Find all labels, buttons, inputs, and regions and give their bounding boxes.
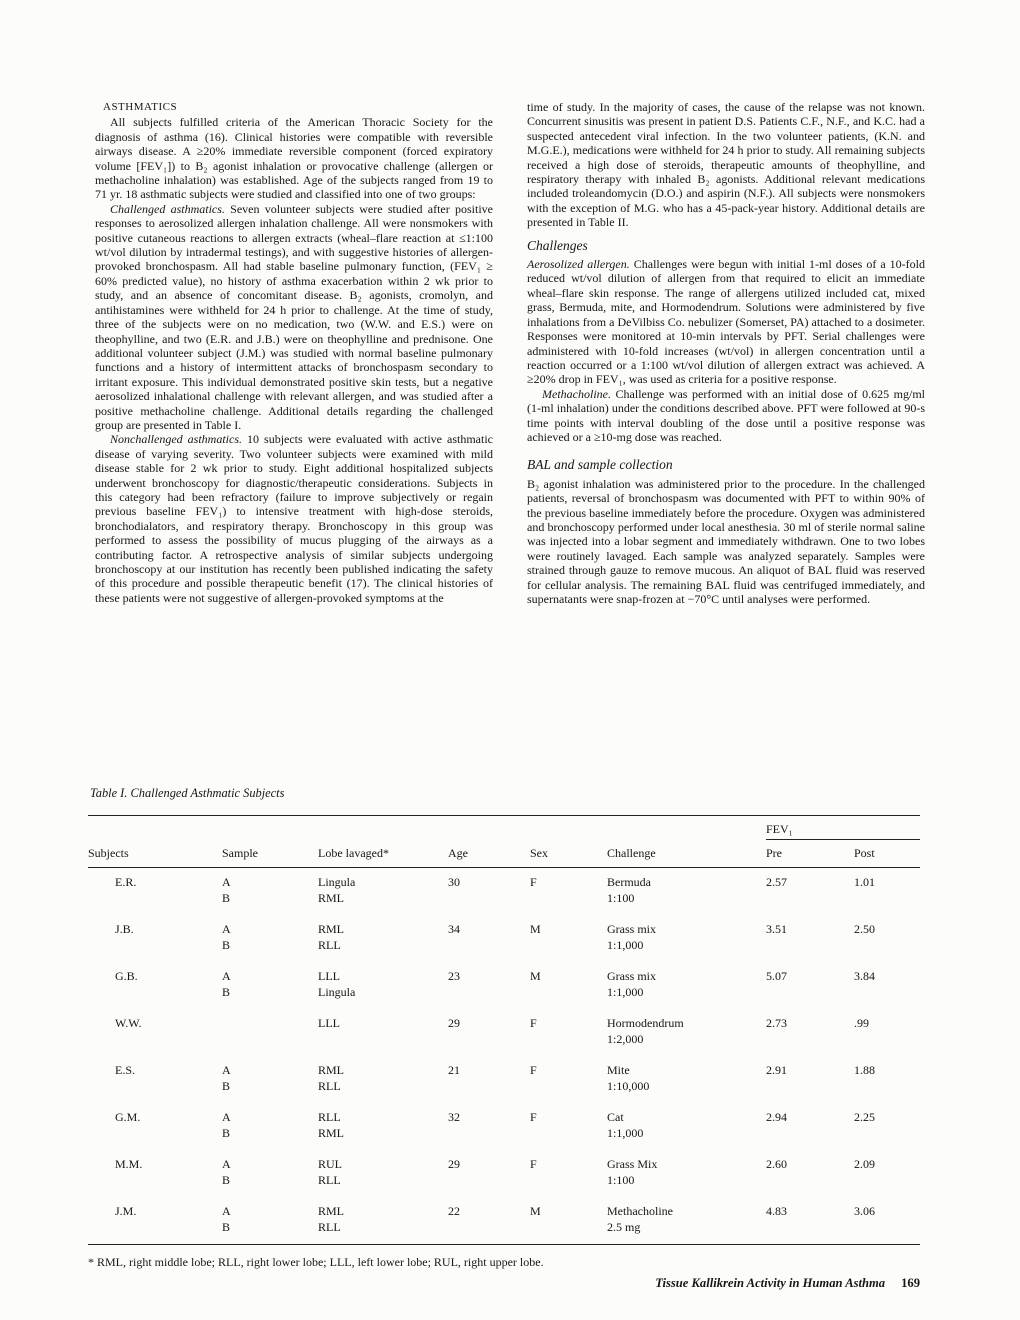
col-header-sex: Sex xyxy=(530,840,607,868)
cell-post: 1.88 xyxy=(854,1063,875,1077)
cell-pre: 2.73 xyxy=(766,1016,787,1030)
cell-challenge: Methacholine 2.5 mg xyxy=(607,1204,673,1234)
bal-heading: BAL and sample collection xyxy=(527,457,673,473)
cell-sample: A B xyxy=(222,1157,231,1187)
table-row xyxy=(88,915,920,962)
table-1 xyxy=(88,815,920,1245)
cell-sample: A B xyxy=(222,922,231,952)
cell-sample xyxy=(222,1009,318,1056)
paragraph-challenged-asthmatics xyxy=(95,202,493,433)
cell-pre: 5.07 xyxy=(766,969,787,983)
cell-pre: 2.94 xyxy=(766,1110,787,1124)
spacer-cell xyxy=(88,816,766,840)
cell-post: 1.01 xyxy=(854,875,875,889)
cell-post: 2.09 xyxy=(854,1157,875,1171)
col-header-age: Age xyxy=(448,840,530,868)
cell-age: 29 xyxy=(448,1157,460,1171)
cell-pre: 2.57 xyxy=(766,875,787,889)
cell-pre: 2.91 xyxy=(766,1063,787,1077)
cell-sex: F xyxy=(530,1016,537,1030)
cell-lobe: RML RLL xyxy=(318,922,345,952)
cell-post: 2.50 xyxy=(854,922,875,936)
paragraph-text: 10 subjects were evaluated with active asthmatic disease of varying severity. Two volunteer subjects were examined with mild disease stable for 2 wk prior to study. Eight additional hospitalized subjects underwent bronchoscopy for diagnostic/therapeutic considerations. Subjects in this category had been refractory (failure to improve subjectively or regain previous baseline FEV₁) to intensive treatment with high-dose steroids, bronchodialators, and respiratory therapy. Bronchoscopy in this group was performed to assess the possibility of mucus plugging of the airways as a contributing factor. A retrospective analysis of similar subjects undergoing bronchoscopy at our institution has recently been published indicating the safety of this procedure and possible therapeutic benefit (17). The clinical histories of these patients were not suggestive of allergen-provoked symptoms at the xyxy=(95,432,493,605)
table-1-section xyxy=(88,786,920,1270)
right-column xyxy=(527,100,925,606)
paragraph-continuation: time of study. In the majority of cases, the cause of the relapse was not known. Concurrent sinusitis was present in patient D.S. Patients C.F., N.F., and K.C. had a suspected antecedent viral infection. In the two volunteer patients, (K.N. and M.G.E.), medications were withheld for 24 h prior to study. All remaining subjects received a high dose of steroids, therapeutic amounts of theophylline, and respiratory therapy with inhaled B₂ agonists. Additional relevant medications included troleandomycin (D.O.) and aspirin (N.F.). All subjects were nonsmokers with the exception of M.G. who has a 45-pack-year history. Additional details are presented in Table II. xyxy=(527,100,925,230)
cell-subject: E.S. xyxy=(115,1063,136,1077)
col-header-sample: Sample xyxy=(222,840,318,868)
cell-subject: E.R. xyxy=(115,875,137,889)
page-number: 169 xyxy=(901,1276,920,1290)
cell-lobe: LLL Lingula xyxy=(318,969,356,999)
table-row xyxy=(88,1197,920,1245)
paragraph-aerosolized-allergen xyxy=(527,257,925,387)
cell-lobe: RLL RML xyxy=(318,1110,345,1140)
cell-age: 29 xyxy=(448,1016,460,1030)
cell-pre: 4.83 xyxy=(766,1204,787,1218)
table-row xyxy=(88,1150,920,1197)
cell-age: 23 xyxy=(448,969,460,983)
cell-lobe: Lingula RML xyxy=(318,875,356,905)
cell-sex: M xyxy=(530,922,541,936)
paragraph-methacholine xyxy=(527,387,925,445)
cell-sex: M xyxy=(530,1204,541,1218)
page-footer xyxy=(655,1276,920,1291)
cell-subject: J.M. xyxy=(115,1204,137,1218)
cell-post: 3.84 xyxy=(854,969,875,983)
cell-post: 3.06 xyxy=(854,1204,875,1218)
cell-age: 34 xyxy=(448,922,460,936)
table-row xyxy=(88,1056,920,1103)
asthmatics-heading: ASTHMATICS xyxy=(103,101,178,113)
table-row xyxy=(88,868,920,916)
cell-post: 2.25 xyxy=(854,1110,875,1124)
cell-age: 30 xyxy=(448,875,460,889)
table-1-caption: Table I. Challenged Asthmatic Subjects xyxy=(90,786,285,800)
cell-challenge: Mite 1:10,000 xyxy=(607,1063,650,1093)
cell-subject: W.W. xyxy=(115,1016,142,1030)
cell-sample: A B xyxy=(222,1204,231,1234)
paragraph-criteria: All subjects fulfilled criteria of the American Thoracic Society for the diagnosis of asthma (16). Clinical histories were compatible with reversible airways disease. A ≥20% immediate reversible component (forced expiratory volume [FEV₁]) to B₂ agonist inhalation or provocative challenge (allergen or methacholine inhalation) was established. Age of the subjects ranged from 19 to 71 yr. 18 asthmatic subjects were studied and classified into one of two groups: xyxy=(95,115,493,202)
cell-sex: F xyxy=(530,1110,537,1124)
running-title: Tissue Kallikrein Activity in Human Asthma xyxy=(655,1276,886,1290)
cell-pre: 2.60 xyxy=(766,1157,787,1171)
paragraph-text: Seven volunteer subjects were studied after positive responses to aerosolized allergen inhalation challenge. All were nonsmokers with positive cutaneous reactions to allergen extracts (wheal–flare reaction at ≤1:100 wt/vol dilution by intradermal testings), and with suggestive histories of allergen-provoked bronchospasm. All had stable baseline pulmonary function, (FEV₁ ≥ 60% predicted value), no history of asthma exacerbation within 2 wk prior to study, and an absence of concomitant disease. B₂ agonists, cromolyn, and antihistamines were withheld for 24 h prior to challenge. At the time of study, three of the subjects were on no medication, two (W.W. and E.S.) were on theophylline, and two (E.R. and J.B.) were on theophylline and prednisone. One additional volunteer subject (J.M.) was studied with normal baseline pulmonary functions and a history of intermittent attacks of bronchospasm secondary to irritant exposure. This individual demonstrated positive skin tests, but a negative aerosolized inhalational challenge with relevant allergen, and was studied after a positive methacholine challenge. Additional details regarding the challenged group are presented in Table I. xyxy=(95,201,493,432)
cell-age: 22 xyxy=(448,1204,460,1218)
col-header-post: Post xyxy=(854,840,920,868)
paragraph-nonchallenged-asthmatics xyxy=(95,432,493,605)
table-row xyxy=(88,962,920,1009)
cell-challenge: Grass mix 1:1,000 xyxy=(607,922,656,952)
cell-sample: A B xyxy=(222,1110,231,1140)
paragraph-lead: Aerosolized allergen. xyxy=(527,257,630,272)
cell-sex: F xyxy=(530,1063,537,1077)
fev1-group-header: FEV₁ xyxy=(766,816,920,840)
cell-lobe: RML RLL xyxy=(318,1204,345,1234)
cell-subject: G.B. xyxy=(115,969,138,983)
cell-challenge: Hormodendrum 1:2,000 xyxy=(607,1016,684,1046)
col-header-challenge: Challenge xyxy=(607,840,766,868)
challenges-heading: Challenges xyxy=(527,237,588,253)
table-footnote: * RML, right middle lobe; RLL, right lower lobe; LLL, left lower lobe; RUL, right upper lobe. xyxy=(88,1255,544,1269)
cell-age: 32 xyxy=(448,1110,460,1124)
cell-sex: F xyxy=(530,1157,537,1171)
cell-sample: A B xyxy=(222,1063,231,1093)
table-row xyxy=(88,1009,920,1056)
col-header-lobe-lavaged: Lobe lavaged* xyxy=(318,840,448,868)
cell-lobe: LLL xyxy=(318,1016,340,1030)
paragraph-lead: Nonchallenged asthmatics. xyxy=(110,432,242,447)
cell-lobe: RUL RLL xyxy=(318,1157,342,1187)
table-fev-group-row xyxy=(88,816,920,840)
cell-lobe: RML RLL xyxy=(318,1063,345,1093)
cell-sex: F xyxy=(530,875,537,889)
cell-challenge: Grass Mix 1:100 xyxy=(607,1157,658,1187)
paragraph-lead: Methacholine. xyxy=(542,386,611,401)
cell-challenge: Grass mix 1:1,000 xyxy=(607,969,656,999)
col-header-pre: Pre xyxy=(766,840,854,868)
paragraph-text: Challenges were begun with initial 1-ml doses of a 10-fold reduced wt/vol dilution of allergen from that required to elicit an immediate wheal–flare skin response. The range of allergens utilized included cat, mixed grass, Bermuda, mite, and Hormodendrum. Solutions were administered by five inhalations from a DeVilbiss Co. nebulizer (Somerset, PA) attached to a dosimeter. Responses were monitored at 10-min intervals by PFT. Serial challenges were administered with 10-fold increases (wt/vol) in allergen concentration until a reaction occurred or a 1:100 wt/vol dilution of allergen extract was achieved. A ≥20% drop in FEV₁, was used as criteria for a positive response. xyxy=(527,257,925,387)
paragraph-text: Challenge was performed with an initial dose of 0.625 mg/ml (1-ml inhalation) under the conditions described above. PFT were followed at 90-s time points with interval doubling of the dose until a positive response was achieved or a ≥10-mg dose was reached. xyxy=(527,386,925,444)
cell-challenge: Bermuda 1:100 xyxy=(607,875,651,905)
cell-pre: 3.51 xyxy=(766,922,787,936)
cell-post: .99 xyxy=(854,1016,869,1030)
table-body xyxy=(88,868,920,1245)
table-row xyxy=(88,1103,920,1150)
paragraph-bal: B₂ agonist inhalation was administered prior to the procedure. In the challenged patients, reversal of bronchospasm was documented with PFT to within 90% of the previous baseline immediately before the procedure. Oxygen was administered and bronchoscopy performed under local anesthesia. 30 ml of sterile normal saline was injected into a lobar segment and immediately withdrawn. One to two lobes were routinely lavaged. Each sample was analyzed separately. Samples were strained through gauze to remove mucous. An aliquot of BAL fluid was reserved for cellular analysis. The remaining BAL fluid was centrifuged immediately, and supernatants were snap-frozen at −70°C until analyses were performed. xyxy=(527,476,925,606)
cell-subject: J.B. xyxy=(115,922,134,936)
cell-age: 21 xyxy=(448,1063,460,1077)
cell-subject: G.M. xyxy=(115,1110,141,1124)
cell-sex: M xyxy=(530,969,541,983)
cell-sample: A B xyxy=(222,969,231,999)
col-header-subjects: Subjects xyxy=(88,840,222,868)
cell-challenge: Cat 1:1,000 xyxy=(607,1110,644,1140)
paragraph-lead: Challenged asthmatics. xyxy=(110,201,225,216)
cell-sample: A B xyxy=(222,875,231,905)
cell-subject: M.M. xyxy=(115,1157,143,1171)
table-header-row xyxy=(88,840,920,868)
left-column xyxy=(95,100,493,605)
